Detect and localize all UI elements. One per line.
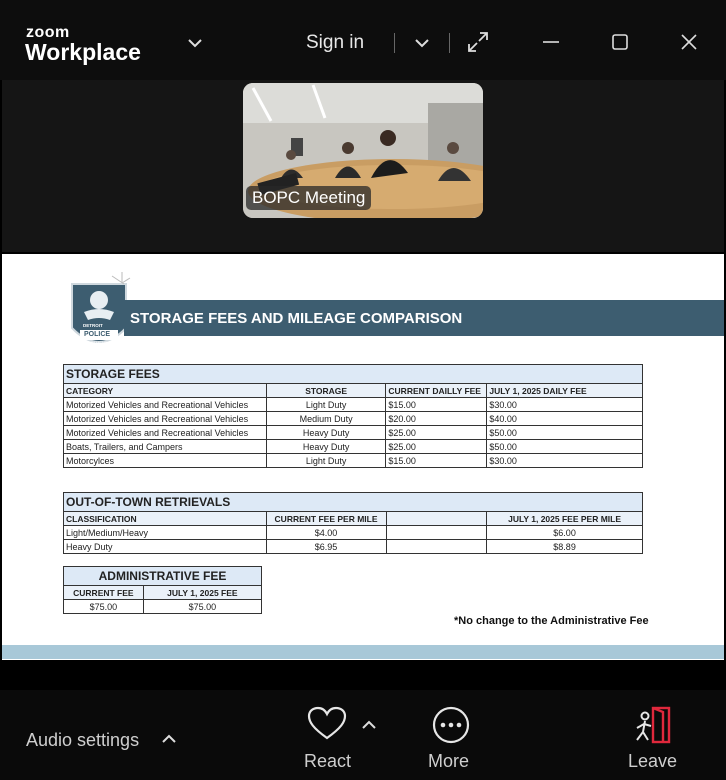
react-button[interactable]: React: [304, 751, 352, 771]
column-header: JULY 1, 2025 FEE: [143, 586, 261, 600]
heart-icon[interactable]: [307, 706, 347, 742]
cell: Medium Duty: [266, 412, 386, 426]
cell: $30.00: [487, 454, 643, 468]
more-button[interactable]: More: [428, 751, 470, 771]
cell: $6.00: [487, 526, 643, 540]
cell: $15.00: [386, 454, 487, 468]
table-title: OUT-OF-TOWN RETRIEVALS: [64, 493, 643, 512]
cell: Light Duty: [266, 454, 386, 468]
column-header: CURRENT FEE PER MILE: [266, 512, 386, 526]
cell: $30.00: [487, 398, 643, 412]
more-icon[interactable]: [432, 706, 470, 744]
table-row: [64, 454, 643, 468]
zoom-logo-top: zoom: [26, 24, 70, 41]
app-menu-chevron-down-icon[interactable]: [188, 38, 202, 48]
table-row: [64, 526, 643, 540]
cell: Heavy Duty: [64, 540, 267, 554]
cell: $75.00: [64, 600, 144, 614]
table-row: [64, 600, 262, 614]
divider: [449, 33, 450, 53]
cell: Motorized Vehicles and Recreational Vehicles: [64, 398, 267, 412]
column-header: CURRENT FEE: [64, 586, 144, 600]
cell: $50.00: [487, 440, 643, 454]
cell: Light/Medium/Heavy: [64, 526, 267, 540]
cell: [386, 526, 487, 540]
badge-text-line-1: DETROIT: [83, 323, 103, 328]
table-row: [64, 440, 643, 454]
column-header: STORAGE: [266, 384, 386, 398]
leave-icon[interactable]: [633, 706, 673, 744]
title-bar: [0, 0, 726, 80]
out-of-town-retrievals-table: [63, 492, 643, 554]
participant-name-label: BOPC Meeting: [246, 186, 371, 210]
column-header: JULY 1, 2025 DAILY FEE: [487, 384, 643, 398]
maximize-icon[interactable]: [612, 34, 628, 50]
close-icon[interactable]: [681, 34, 697, 50]
cell: $25.00: [386, 440, 487, 454]
cell: $25.00: [386, 426, 487, 440]
react-chevron-up-icon[interactable]: [362, 720, 376, 730]
divider: [394, 33, 395, 53]
sign-in-chevron-down-icon[interactable]: [415, 38, 429, 48]
sign-in-button[interactable]: Sign in: [306, 32, 365, 53]
audio-settings-chevron-up-icon[interactable]: [162, 734, 176, 744]
table-row: [64, 412, 643, 426]
table-row: [64, 398, 643, 412]
cell: $8.89: [487, 540, 643, 554]
badge-text-line-3: DEPARTMENT: [80, 340, 108, 345]
zoom-logo-bottom: Workplace: [25, 39, 141, 65]
column-header: CURRENT DAILLY FEE: [386, 384, 487, 398]
cell: $15.00: [386, 398, 487, 412]
cell: Motorized Vehicles and Recreational Vehicles: [64, 426, 267, 440]
column-header: CLASSIFICATION: [64, 512, 267, 526]
cell: Motorized Vehicles and Recreational Vehicles: [64, 412, 267, 426]
column-header: JULY 1, 2025 FEE PER MILE: [487, 512, 643, 526]
cell: $20.00: [386, 412, 487, 426]
cell: Motorcylces: [64, 454, 267, 468]
cell: $40.00: [487, 412, 643, 426]
cell: $4.00: [266, 526, 386, 540]
column-header: CATEGORY: [64, 384, 267, 398]
table-title: STORAGE FEES: [64, 365, 643, 384]
cell: $75.00: [143, 600, 261, 614]
cell: $6.95: [266, 540, 386, 554]
document-title: STORAGE FEES AND MILEAGE COMPARISON: [130, 310, 463, 327]
fullscreen-icon[interactable]: [467, 31, 489, 53]
cell: Boats, Trailers, and Campers: [64, 440, 267, 454]
shared-screen-footer-strip: [2, 645, 724, 659]
cell: [386, 540, 487, 554]
minimize-icon[interactable]: [543, 40, 559, 44]
table-row: [64, 426, 643, 440]
cell: $50.00: [487, 426, 643, 440]
audio-settings-button[interactable]: Audio settings: [26, 730, 140, 750]
cell: Heavy Duty: [266, 426, 386, 440]
column-header: [386, 512, 487, 526]
administrative-fee-note: *No change to the Administrative Fee: [454, 615, 649, 627]
table-title: ADMINISTRATIVE FEE: [64, 567, 262, 586]
administrative-fee-table: [63, 566, 262, 614]
cell: Heavy Duty: [266, 440, 386, 454]
badge-text-line-2: POLICE: [84, 331, 111, 338]
leave-button[interactable]: Leave: [628, 751, 678, 771]
table-row: [64, 540, 643, 554]
storage-fees-table: [63, 364, 643, 468]
cell: Light Duty: [266, 398, 386, 412]
